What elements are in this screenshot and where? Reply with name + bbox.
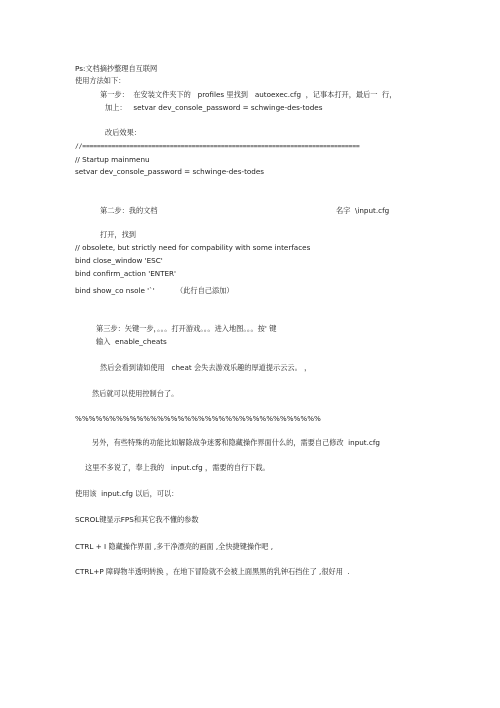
step-one-line: 第一步： 在安装文件夹下的 profiles 里找到 autoexec.cfg ，记事本打开，最后一 行， [100,90,397,99]
code-comment-obsolete: // obsolete, but strictly need for compability with some interfaces [75,243,311,252]
step-two-filename: 名字 \input.cfg [336,206,390,215]
download-note-line: 这里不多说了，奉上我的 input.cfg ，需要的自行下载。 [85,463,270,472]
code-bind-close: bind close_window 'ESC' [75,256,163,265]
enable-cheats-line: 输入 enable_cheats [96,337,167,346]
step-one-add-line: 加上： setvar dev_console_password = schwinge-des-todes [105,103,323,112]
cheat-warning-line: 然后会看到请如使用 cheat 会失去游戏乐趣的厚道提示云云。 ， [100,363,312,372]
intro-source-line: Ps:文档摘抄整理自互联网 [75,64,158,73]
step-three-line: 第三步：矢键一步，。。。打开游戏。。。进入地图。。。按' 键 [96,324,277,333]
ctrl-i-line: CTRL + I 隐藏操作界面 ,多干净漂亮的画面 ,全快捷键操作吧 , [75,542,274,551]
code-setvar-line: setvar dev_console_password = schwinge-des-todes [75,167,265,176]
percent-separator: %%%%%%%%%%%%%%%%%%%%%%%%%%%%%%%%%%%% [75,414,321,423]
open-find-line: 打开，找到 [100,230,136,239]
result-heading: 改后效果： [105,128,141,137]
code-bind-console: bind show_co nsole '`' [75,286,155,295]
scrol-key-line: SCROL键显示FPS和其它我不懂的参数 [75,515,199,524]
console-note: （此行自己添加） [176,286,234,295]
code-comment-startup: // Startup mainmenu [75,155,150,164]
special-features-line: 另外，有些特殊的功能比如解除战争迷雾和隐藏操作界面什么的，需要自己修改 input.cfg [92,438,380,447]
console-ready-line: 然后就可以使用控制台了。 [92,389,179,398]
code-bind-confirm: bind confirm_action 'ENTER' [75,269,177,278]
usage-after-line: 使用该 input.cfg 以后，可以： [75,489,179,498]
separator-line: //============================================================================ [75,142,360,150]
ctrl-p-line: CTRL+P 障碍物半透明转换 ，在地下冒险就不会被上面黑黑的乳钟石挡住了 ,很好用 . [75,567,350,576]
usage-heading: 使用方法如下： [75,76,126,85]
step-two-line: 第二步：我的文档 [100,206,158,215]
